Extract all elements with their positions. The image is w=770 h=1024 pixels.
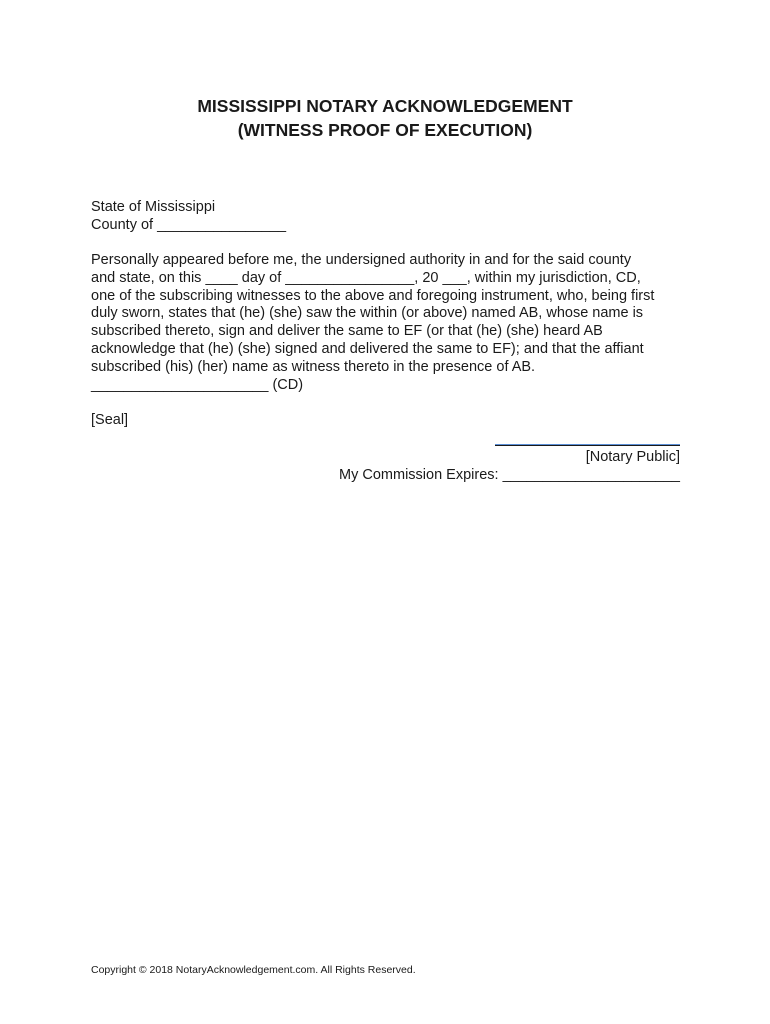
paragraph-line: duly sworn, states that (he) (she) saw the within (or above) named AB, whose name is xyxy=(91,305,644,322)
paragraph-line: subscribed (his) (her) name as witness thereto in the presence of AB. xyxy=(91,358,536,375)
county-line: County of ________________ xyxy=(91,217,287,233)
paragraph-line: acknowledge that (he) (she) signed and delivered the same to EF); and that the affiant xyxy=(91,340,644,357)
document-title-line1: MISSISSIPPI NOTARY ACKNOWLEDGEMENT xyxy=(197,96,573,116)
paragraph-line: and state, on this ____ day of ________________, 20 ___, within my jurisdiction, CD, xyxy=(91,269,641,286)
paragraph-line: subscribed thereto, sign and deliver the same to EF (or that (he) (she) heard AB xyxy=(91,323,603,340)
commission-expires-line: My Commission Expires: ______________________ xyxy=(339,467,680,483)
seal-placeholder: [Seal] xyxy=(91,412,129,428)
witness-signature-line: ______________________ (CD) xyxy=(91,376,304,393)
notary-signature-rule xyxy=(495,444,680,446)
document-title-line2: (WITNESS PROOF OF EXECUTION) xyxy=(237,120,533,140)
copyright-footer: Copyright © 2018 NotaryAcknowledgement.com. All Rights Reserved. xyxy=(91,964,416,976)
paragraph-line: one of the subscribing witnesses to the above and foregoing instrument, who, being first xyxy=(91,287,655,304)
paragraph-line: Personally appeared before me, the undersigned authority in and for the said county xyxy=(91,252,632,268)
acknowledgement-paragraph xyxy=(91,252,654,394)
state-line: State of Mississippi xyxy=(91,199,216,215)
notary-public-label: [Notary Public] xyxy=(585,449,680,465)
